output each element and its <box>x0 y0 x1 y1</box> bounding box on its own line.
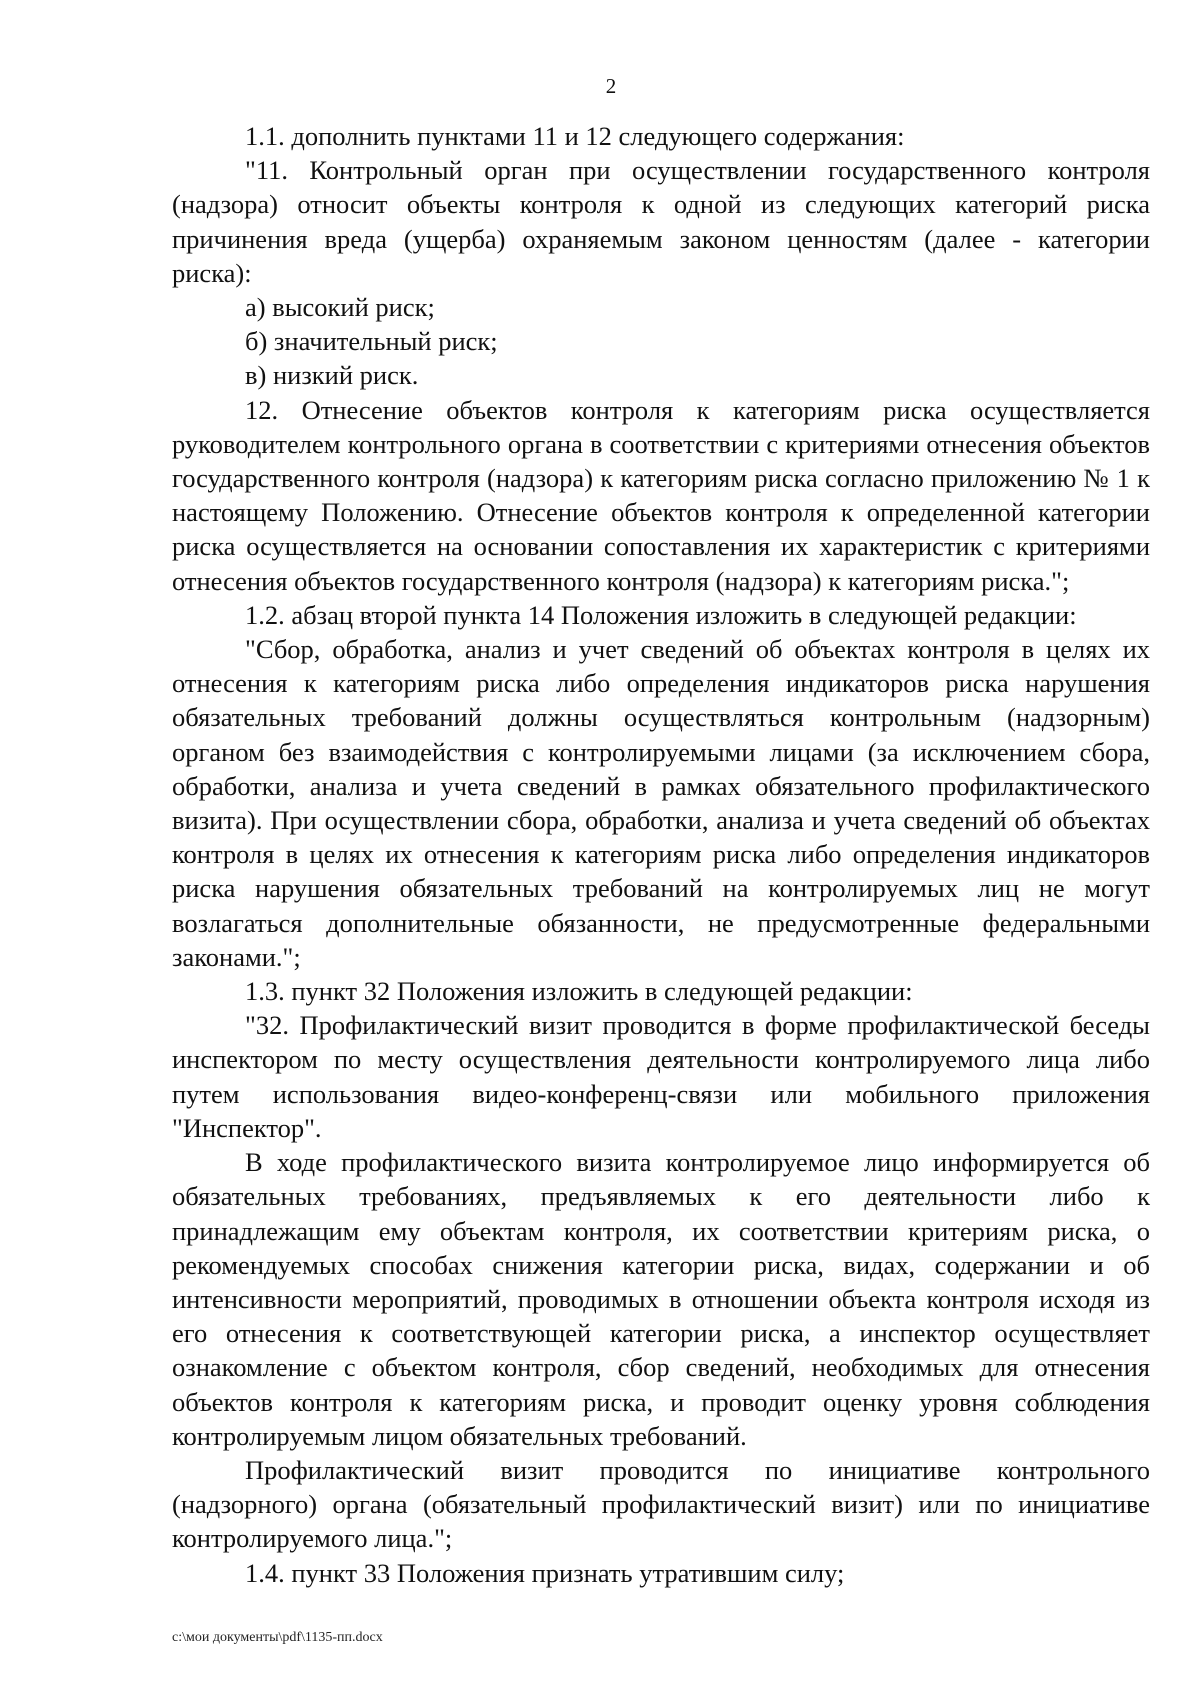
paragraph-visit-info: В ходе профилактического визита контролируемое лицо информируется об обязательных требованиях, предъявляемых к его деятельности либо к принадлежащим ему объектам контроля, их соответствии критериям риска, о рекомендуемых способах снижения категории риска, видах, содержании и об интенсивности мероприятий, проводимых в отношении объекта контроля исходя из его отнесения к соответствующей категории риска, а инспектор осуществляет ознакомление с объектом контроля, сбор сведений, необходимых для отнесения объектов контроля к категориям риска, и проводит оценку уровня соблюдения контролируемым лицом обязательных требований. <box>172 1147 1150 1451</box>
list-item-high-risk: а) высокий риск; <box>245 292 435 323</box>
paragraph-1-4: 1.4. пункт 33 Положения признать утратившим силу; <box>245 1557 845 1588</box>
paragraph-point-12: 12. Отнесение объектов контроля к категориям риска осуществляется руководителем контрольного органа в соответствии с критериями отнесения объектов государственного контроля (надзора) к категориям риска согласно приложению № 1 к настоящему Положению. Отнесение объектов контроля к определенной категории риска осуществляется на основании сопоставления их характеристик с критериями отнесения объектов государственного контроля (надзора) к категориям риска."; <box>172 394 1150 596</box>
paragraph-1-1: 1.1. дополнить пунктами 11 и 12 следующего содержания: <box>245 121 905 151</box>
paragraph-1-2: 1.2. абзац второй пункта 14 Положения изложить в следующей редакции: <box>245 599 1077 630</box>
list-item-significant-risk: б) значительный риск; <box>245 326 498 357</box>
paragraph-point-14-text: "Сбор, обработка, анализ и учет сведений об объектах контроля в целях их отнесения к категориям риска либо определения индикаторов риска нарушения обязательных требований должны осуществляться контрольным (надзорным) органом без взаимодействия с контролируемыми лицами (за исключением сбора, обработки, анализа и учета сведений в рамках обязательного профилактического визита). При осуществлении сбора, обработки, анализа и учета сведений об объектах контроля в целях их отнесения к категориям риска либо определения индикаторов риска нарушения обязательных требований на контролируемых лиц не могут возлагаться дополнительные обязанности, не предусмотренные федеральными законами."; <box>172 634 1150 972</box>
paragraph-point-11: "11. Контрольный орган при осуществлении государственного контроля (надзора) относит объекты контроля к одной из следующих категорий риска причинения вреда (ущерба) охраняемым законом ценностям (далее - категории риска): <box>172 155 1150 288</box>
paragraph-point-32: "32. Профилактический визит проводится в форме профилактической беседы инспектором по месту осуществления деятельности контролируемого лица либо путем использования видео-конференц-связи или мобильного приложения "Инспектор". <box>172 1010 1150 1143</box>
document-body <box>172 119 1150 1590</box>
page-number: 2 <box>605 74 617 98</box>
paragraph-1-3: 1.3. пункт 32 Положения изложить в следующей редакции: <box>245 976 913 1007</box>
footer-file-path: c:\мои документы\pdf\1135-пп.docx <box>172 1630 383 1645</box>
paragraph-visit-initiative: Профилактический визит проводится по инициативе контрольного (надзорного) органа (обязательный профилактический визит) или по инициативе контролируемого лица."; <box>172 1454 1150 1554</box>
list-item-low-risk: в) низкий риск. <box>245 360 419 391</box>
